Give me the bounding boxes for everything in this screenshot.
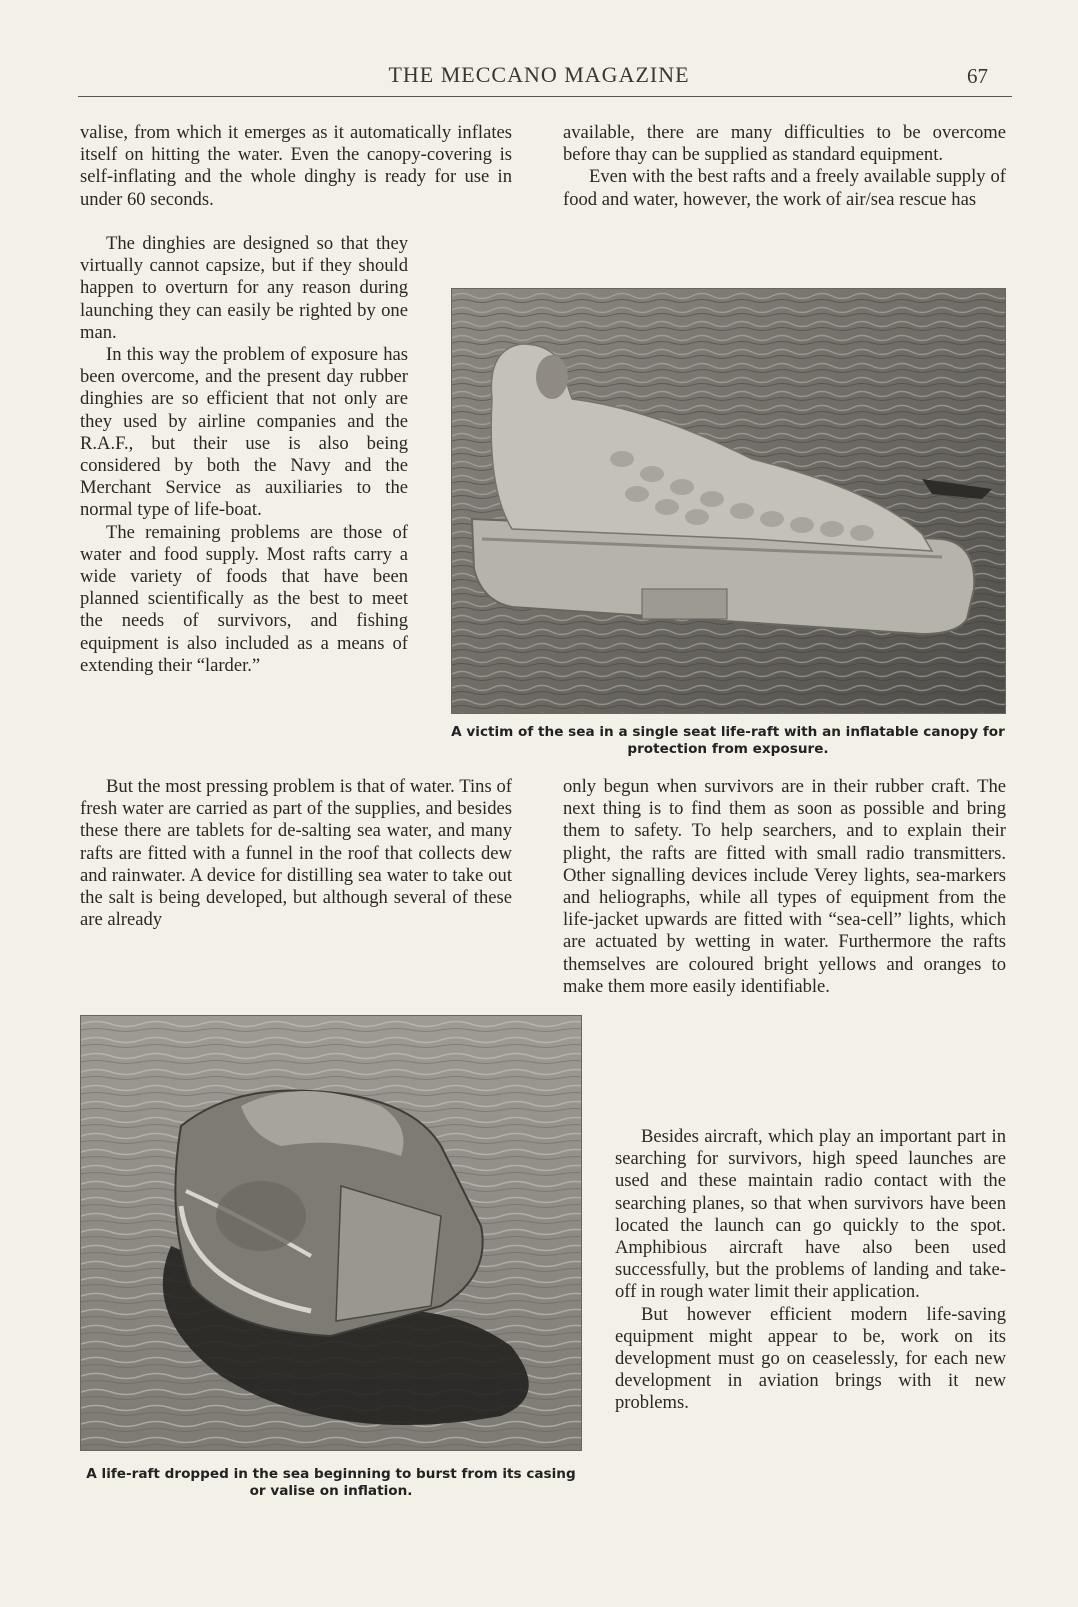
paragraph: valise, from which it emerges as it automatically inflates itself on hitting the water. Even the canopy-covering is self-inflating and the whole dinghy is ready for use in under 60 seconds.: [80, 122, 512, 210]
paragraph: The dinghies are designed so that they virtually cannot capsize, but if they should happen to overturn for any reason during launching they can easily be righted by one man.: [80, 233, 408, 343]
paragraph: In this way the problem of exposure has been overcome, and the present day rubber dinghies are so efficient that not only are they used by airline companies and the R.A.F., but their use is also being considered by both the Navy and the Merchant Service as auxiliaries to the normal type of life-boat.: [80, 344, 408, 521]
paragraph: Even with the best rafts and a freely available supply of food and water, however, the work of air/sea rescue has: [563, 166, 1006, 210]
left-column-top: [80, 122, 512, 211]
paragraph: The remaining problems are those of water and food supply. Most rafts carry a wide variety of foods that have been planned scientifically as the best to meet the needs of survivors, and fishing equipment is also included as a means of extending their “larder.”: [80, 521, 408, 676]
left-column-lower: [80, 776, 512, 931]
photo-single-seat-life-raft: [451, 288, 1006, 714]
life-raft-canopy-image: [452, 289, 1005, 713]
paragraph: But however efficient modern life-saving equipment might appear to be, work on its development must go on ceaselessly, for each new development in aviation brings with it new problems.: [615, 1303, 1006, 1414]
life-raft-inflating-image: [81, 1016, 581, 1450]
paragraph: available, there are many difficulties to be overcome before thay can be supplied as standard equipment.: [563, 122, 1006, 166]
right-column-top: [563, 122, 1006, 211]
caption-bottom-photo: A life-raft dropped in the sea beginning to burst from its casing or valise on inflation.: [86, 1466, 576, 1499]
magazine-title: THE MECCANO MAGAZINE: [388, 62, 690, 87]
page-number: 67: [967, 64, 988, 88]
header-rule: [78, 96, 1012, 97]
caption-top-photo: A victim of the sea in a single seat life-raft with an inflatable canopy for protection from exposure.: [451, 724, 1005, 757]
paragraph: But the most pressing problem is that of water. Tins of fresh water are carried as part of the supplies, and besides these there are tablets for de-salting sea water, and many rafts are fitted with a funnel in the roof that collects dew and rainwater. A device for distilling sea water to take out the salt is being developed, but although several of these are already: [80, 776, 512, 931]
paragraph: only begun when survivors are in their rubber craft. The next thing is to find them as soon as possible and bring them to safety. To help searchers, and to explain their plight, the rafts are fitted with small radio transmitters. Other signalling devices include Verey lights, sea-markers and heliographs, while all types of equipment from the life-jacket upwards are fitted with “sea-cell” lights, which are actuated by wetting in water. Furthermore the rafts themselves are coloured bright yellows and oranges to make them more easily identifiable.: [563, 776, 1006, 997]
right-column-bottom: [615, 1126, 1006, 1415]
photo-life-raft-dropped: [80, 1015, 582, 1451]
left-column-wrap: [80, 233, 408, 677]
right-column-middle: [563, 776, 1006, 998]
paragraph: Besides aircraft, which play an important part in searching for survivors, high speed launches are used and these maintain radio contact with the searching planes, so that when survivors have been located the launch can go quickly to the spot. Amphibious aircraft have also been used successfully, but the problems of landing and take-off in rough water limit their application.: [615, 1126, 1006, 1303]
